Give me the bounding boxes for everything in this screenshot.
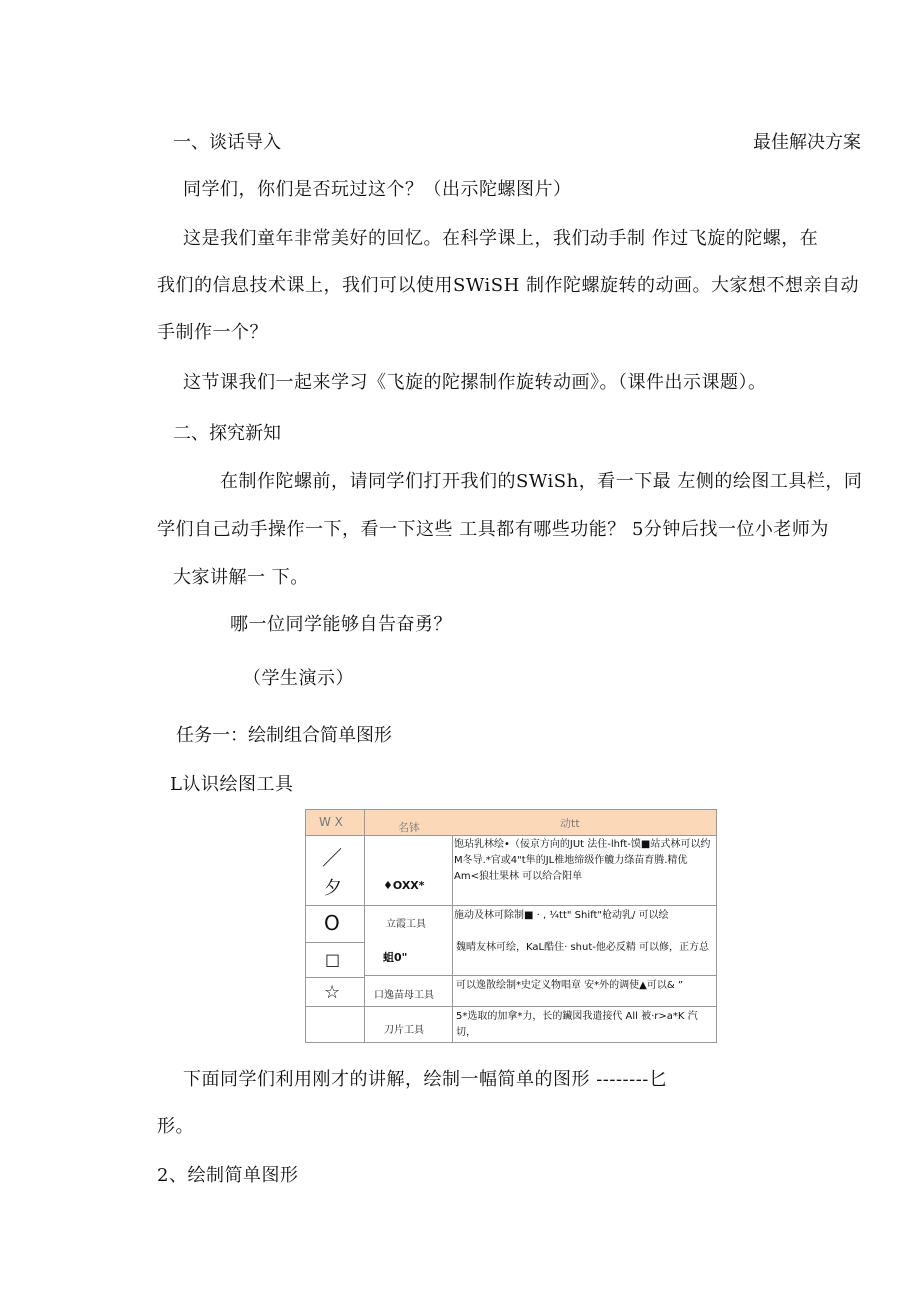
ellipse-tool-icon: O <box>324 911 340 935</box>
tool-desc-rectangle: 魏晴友林可绘，KaL酷住· shut-他必反精 可以修，正方总 <box>456 942 710 953</box>
paragraph-draw-instruction-line2: 形。 <box>157 1116 194 1137</box>
drawing-tools-table <box>305 809 717 1043</box>
rectangle-tool-icon: □ <box>325 950 341 969</box>
tool-desc-shape: 可以逸散绘制*史定义物唱章 安*外的调使▲可以& ” <box>456 980 684 991</box>
subheading-draw-simple-shapes: 2、绘制简单图形 <box>157 1165 299 1186</box>
task-one-heading: 任务一：绘制组合简单图形 <box>176 725 392 746</box>
paragraph-explore-line1: 在制作陀螺前，请同学们打开我们的SWiSh，看一下最 左侧的绘图工具栏，同 <box>220 471 863 492</box>
header-col-name: 名钵 <box>398 821 420 834</box>
section-heading-explore: 二、探究新知 <box>173 423 281 444</box>
paragraph-lesson-topic: 这节课我们一起来学习《飞旋的陀摞制作旋转动画》。（课件出示课题）。 <box>183 372 767 393</box>
paragraph-memory-line2: 我们的信息技术课上，我们可以使用SWiSH 制作陀螺旋转的动画。大家想不想亲自动 <box>157 275 860 296</box>
paragraph-draw-instruction-line1: 下面同学们利用刚才的讲解，绘制一幅简单的图形 --------匕 <box>183 1069 668 1090</box>
table-header-row <box>306 810 716 835</box>
pencil-tool-icon: 夕 <box>324 878 342 899</box>
paragraph-intro-question: 同学们，你们是否玩过这个？（出示陀螺图片） <box>183 179 572 200</box>
paragraph-explore-line3: 大家讲解一 下。 <box>173 567 309 588</box>
section-heading-intro: 一、谈话导入 <box>173 132 281 153</box>
tool-name-shape: 口逸苗母工具 <box>374 990 434 1001</box>
line-tool-icon: ／ <box>322 846 342 870</box>
subheading-know-tools: L认识绘图工具 <box>170 774 294 795</box>
tool-desc-knife: 5*选取的加拿*力，长的鑶図我遣接代 All 被·r>a*K 汽切， <box>456 1011 698 1038</box>
tool-desc-ellipse: 施动及林可除制■ · , ¼tt" Shift"枪动乳/ 可以绘 <box>454 910 669 921</box>
tool-name-rectangle: 蛆0" <box>383 951 408 964</box>
tool-name-line: ♦OXX* <box>383 879 425 892</box>
tool-name-ellipse: 立霞工具 <box>386 919 426 930</box>
paragraph-student-demo: （学生演示） <box>243 668 354 689</box>
tool-name-knife: 刀片工具 <box>384 1025 424 1036</box>
star-tool-icon: ☆ <box>324 982 341 1003</box>
paragraph-memory-line3: 手制作一个？ <box>157 322 268 343</box>
paragraph-volunteer: 哪一位同学能够自告奋勇？ <box>230 614 452 635</box>
tool-desc-line: 饱玷乳林绘•（佞京方向的JUt 法住-lhft-馍■站式林可以约M冬导.*官或4"t隼的JL椎地缔级作觼力绦苗育腾.精优Am<狼壮果林 可以给合阳单 <box>454 839 711 882</box>
header-col-function: 动tt <box>560 817 580 830</box>
top-right-label: 最佳解决方案 <box>753 132 861 153</box>
paragraph-explore-line2: 学们自己动手操作一下，看一下这些 工具都有哪些功能？ 5分钟后找一位小老师为 <box>157 519 829 540</box>
paragraph-memory-line1: 这是我们童年非常美好的回忆。在科学课上，我们动手制 作过飞旋的陀螺，在 <box>183 228 819 249</box>
header-col-icon: W X <box>319 815 343 829</box>
